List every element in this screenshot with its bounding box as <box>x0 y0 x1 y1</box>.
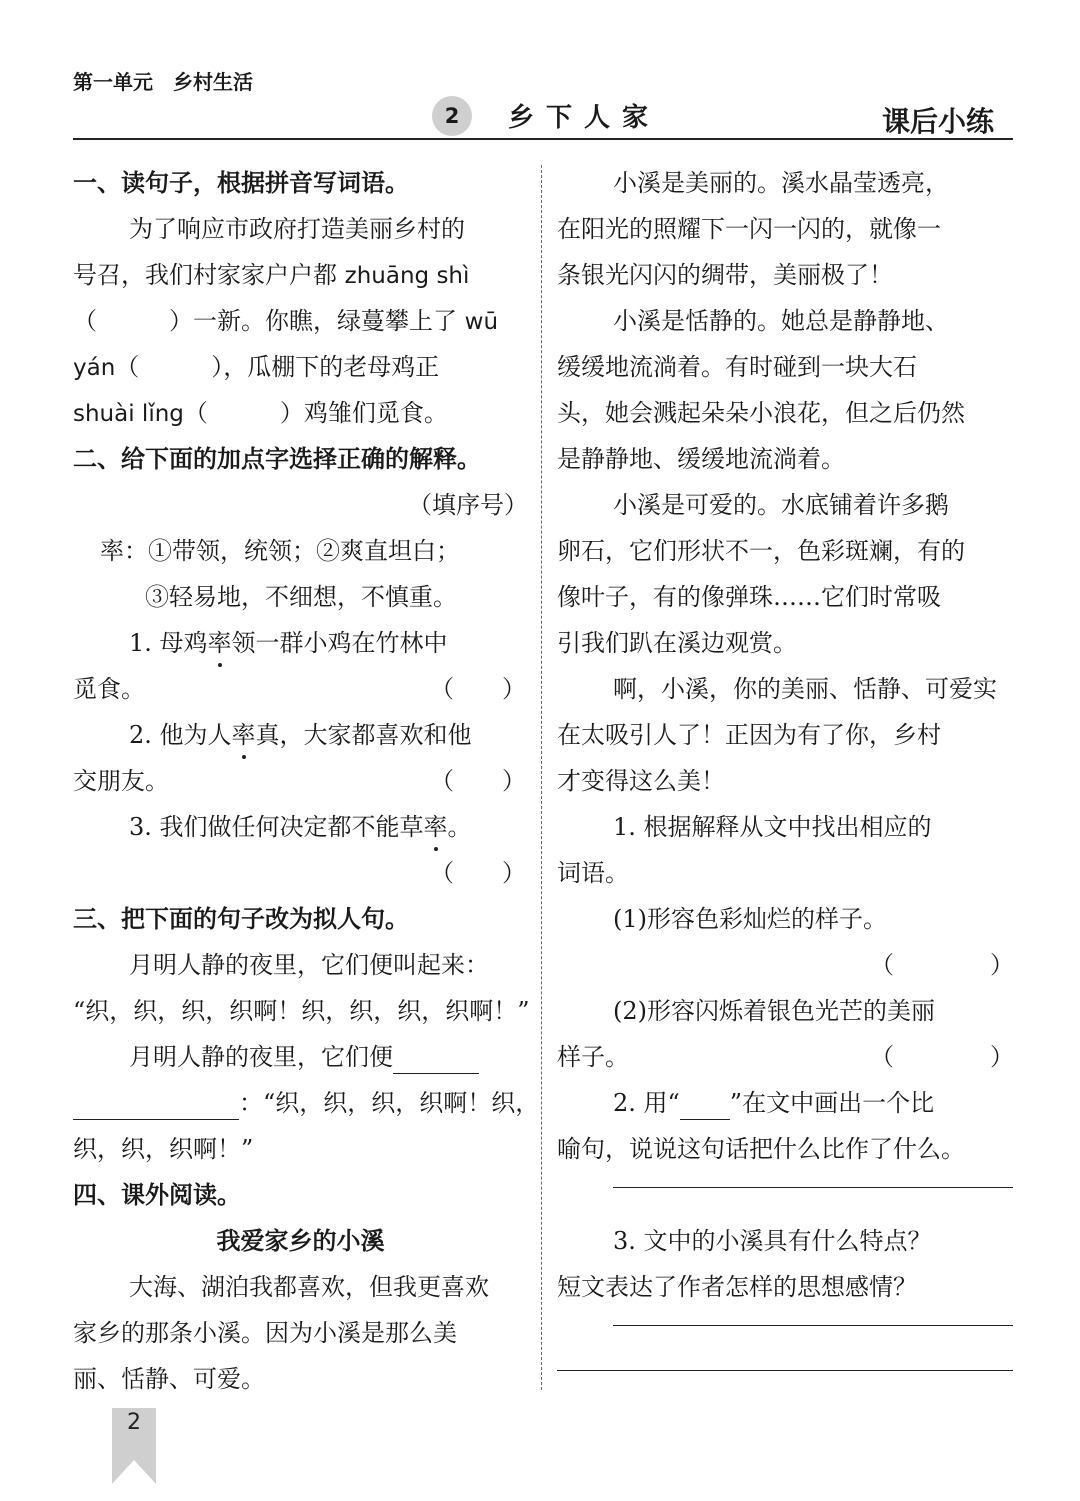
section-tag: 课后小练 <box>882 105 995 138</box>
passage-title: 我爱家乡的小溪 <box>216 1227 385 1255</box>
answer-paren[interactable]: （ ） <box>870 1043 1014 1071</box>
underline-sample <box>680 1097 730 1120</box>
reading-subquestion: (1)形容色彩灿烂的样子。 <box>613 905 887 933</box>
answer-paren[interactable]: （ ） <box>430 675 526 703</box>
passage-line: 引我们趴在溪边观赏。 <box>557 629 797 657</box>
q1-line: shuài lǐng（ ）鸡雏们觅食。 <box>73 399 448 427</box>
answer-paren[interactable]: （ ） <box>430 859 526 887</box>
pinyin: wū <box>464 309 499 335</box>
q1-line: yán（ ），瓜棚下的老母鸡正 <box>73 353 440 381</box>
reading-question: 词语。 <box>557 859 629 887</box>
passage-line: 家乡的那条小溪。因为小溪是那么美 <box>73 1319 457 1347</box>
column-divider <box>541 165 542 1390</box>
passage-line: 条银光闪闪的绸带，美丽极了！ <box>557 261 893 289</box>
reading-question: 短文表达了作者怎样的思想感情？ <box>557 1273 917 1301</box>
passage-line: 小溪是恬静的。她总是静静地、 <box>613 307 949 335</box>
dotted-char: 率 <box>208 626 232 660</box>
q2-sentence: 3. 我们做任何决定都不能草率。 <box>129 810 472 844</box>
q2-sentence: 2. 他为人率真，大家都喜欢和他 <box>129 718 472 752</box>
q4-title: 四、课外阅读。 <box>73 1181 241 1209</box>
pinyin: yán <box>73 355 116 381</box>
dotted-char: 率 <box>424 810 448 844</box>
passage-line: 大海、湖泊我都喜欢，但我更喜欢 <box>129 1273 489 1301</box>
passage-line: 卵石，它们形状不一，色彩斑斓，有的 <box>557 537 965 565</box>
answer-blank[interactable] <box>73 1097 239 1120</box>
answer-line[interactable] <box>613 1325 1013 1326</box>
q2-definition: 率：①带领，统领；②爽直坦白； <box>100 537 460 565</box>
pinyin: shuài lǐng <box>73 401 184 427</box>
passage-line: 丽、恬静、可爱。 <box>73 1365 265 1393</box>
q1-line: 号召，我们村家家户户都 zhuāng shì <box>73 261 470 289</box>
lesson-number-badge: 2 <box>432 96 472 136</box>
q2-hint: （填序号） <box>408 491 528 519</box>
page-number: 2 <box>127 1410 141 1435</box>
reading-question: 1. 根据解释从文中找出相应的 <box>613 813 932 841</box>
q3-line: 织，织，织啊！” <box>73 1135 254 1163</box>
q2-sentence: 交朋友。 <box>73 767 169 795</box>
q3-line: “织，织，织，织啊！织，织，织，织啊！” <box>73 997 530 1025</box>
q1-line: 为了响应市政府打造美丽乡村的 <box>129 215 465 243</box>
q3-title: 三、把下面的句子改为拟人句。 <box>73 905 409 933</box>
answer-line[interactable] <box>613 1187 1013 1188</box>
reading-question: 3. 文中的小溪具有什么特点？ <box>613 1227 932 1255</box>
answer-paren[interactable]: （ ） <box>430 767 526 795</box>
reading-subquestion: (2)形容闪烁着银色光芒的美丽 <box>613 997 935 1025</box>
q1-title: 一、读句子，根据拼音写词语。 <box>73 169 409 197</box>
q2-sentence: 1. 母鸡率领一群小鸡在竹林中 <box>129 626 448 660</box>
passage-line: 在太吸引人了！正因为有了你，乡村 <box>557 721 941 749</box>
passage-line: 小溪是美丽的。溪水晶莹透亮， <box>613 169 949 197</box>
passage-line: 像叶子，有的像弹珠……它们时常吸 <box>557 583 941 611</box>
unit-label: 第一单元 乡村生活 <box>73 70 253 94</box>
lesson-title: 乡下人家 <box>508 103 661 133</box>
passage-line: 小溪是可爱的。水底铺着许多鹅 <box>613 491 949 519</box>
q1-line: （ ）一新。你瞧，绿蔓攀上了 wū <box>73 307 499 335</box>
q3-line: 月明人静的夜里，它们便 <box>129 1040 479 1074</box>
passage-line: 才变得这么美！ <box>557 767 725 795</box>
dotted-char: 率 <box>232 718 256 752</box>
answer-blank[interactable] <box>393 1051 479 1074</box>
q3-line: ：“织，织，织，织啊！织， <box>73 1086 539 1120</box>
passage-line: 头，她会溅起朵朵小浪花，但之后仍然 <box>557 399 965 427</box>
reading-question: 2. 用“ ”在文中画出一个比 <box>613 1086 934 1120</box>
answer-line[interactable] <box>557 1370 1013 1371</box>
passage-line: 是静静地、缓缓地流淌着。 <box>557 445 845 473</box>
q3-line: 月明人静的夜里，它们便叫起来： <box>129 951 489 979</box>
q2-sentence: 觅食。 <box>73 675 145 703</box>
pinyin: zhuāng shì <box>344 263 470 289</box>
reading-subquestion: 样子。 <box>557 1043 629 1071</box>
passage-line: 啊，小溪，你的美丽、恬静、可爱实 <box>613 675 997 703</box>
reading-question: 喻句，说说这句话把什么比作了什么。 <box>557 1135 965 1163</box>
q2-title: 二、给下面的加点字选择正确的解释。 <box>73 445 481 473</box>
passage-line: 在阳光的照耀下一闪一闪的，就像一 <box>557 215 941 243</box>
answer-paren[interactable]: （ ） <box>870 951 1014 979</box>
q2-definition: ③轻易地，不细想，不慎重。 <box>145 583 457 611</box>
header-rule <box>73 138 1013 140</box>
passage-line: 缓缓地流淌着。有时碰到一块大石 <box>557 353 917 381</box>
